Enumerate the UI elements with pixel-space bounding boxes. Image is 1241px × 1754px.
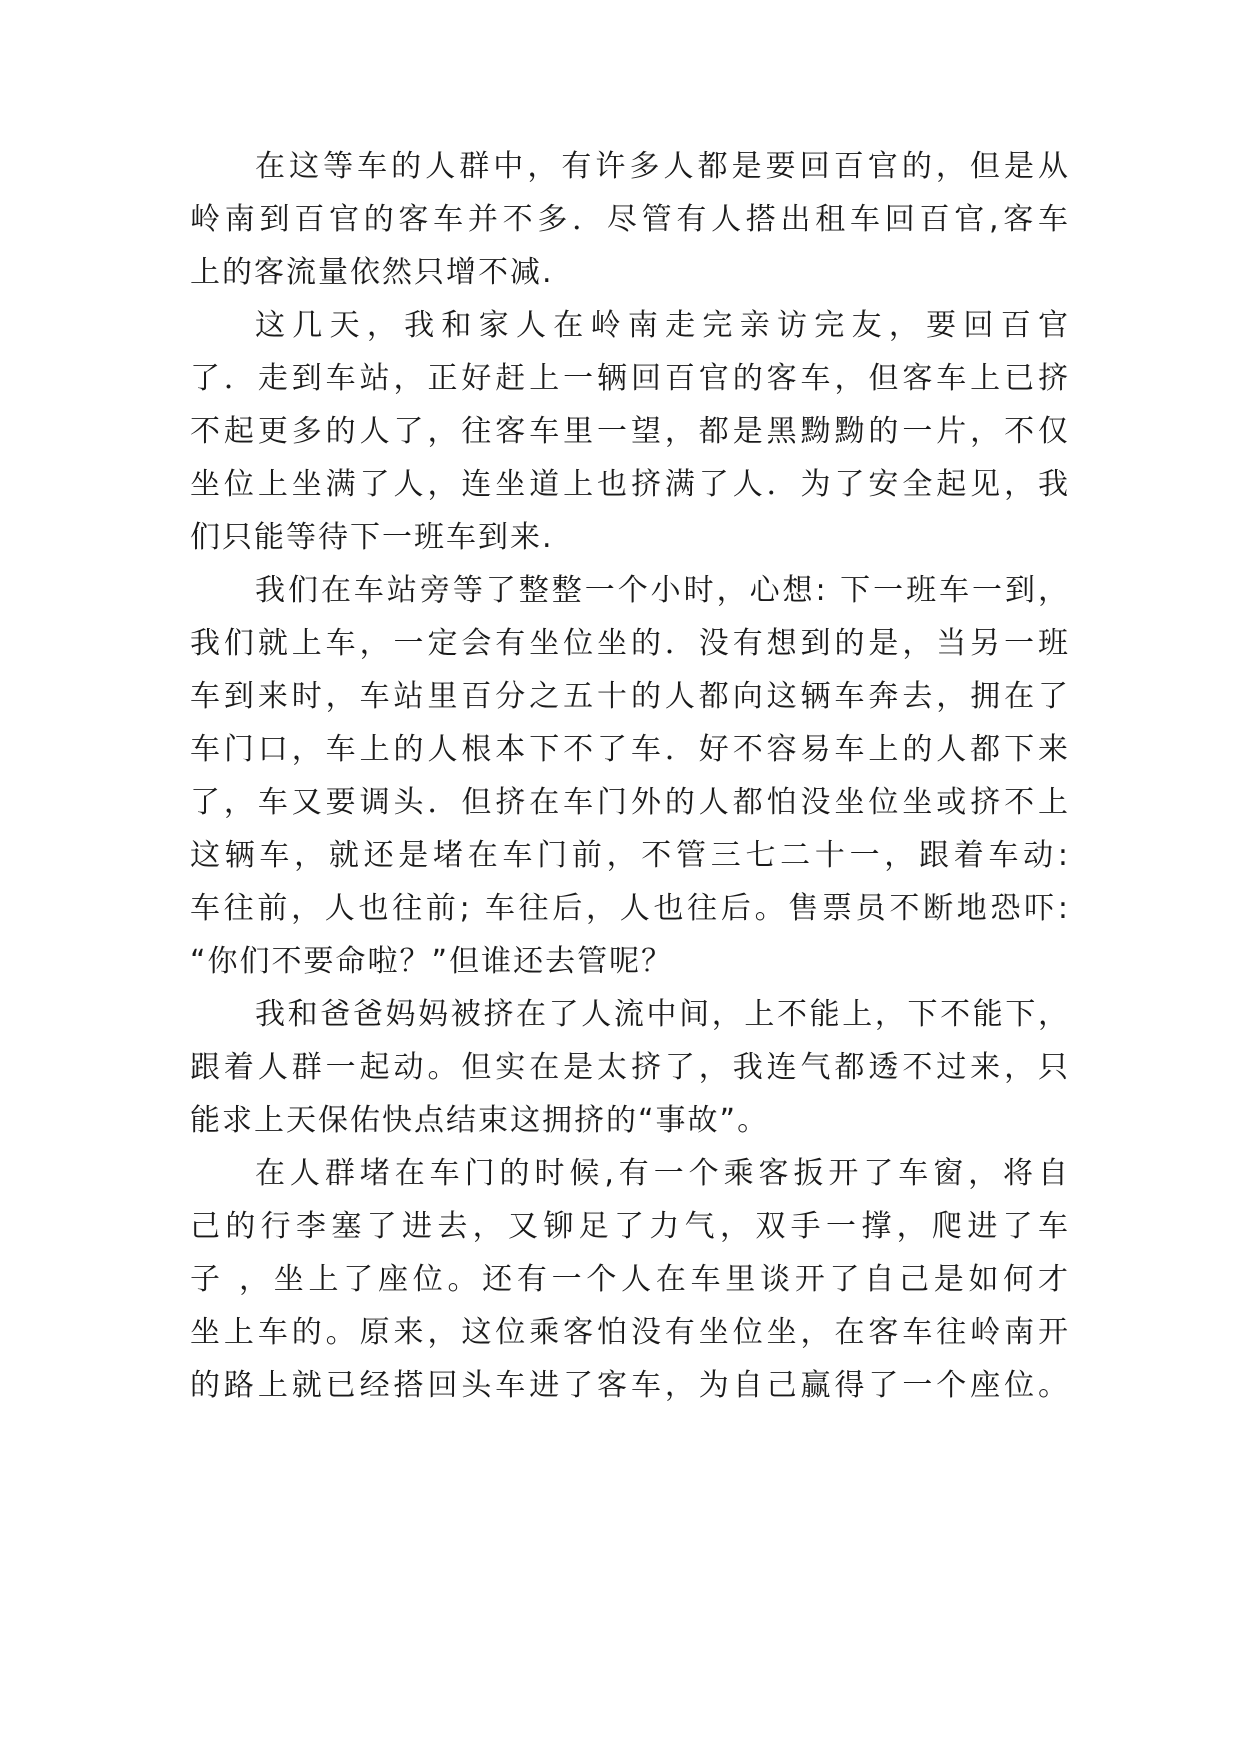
paragraph-5-line-2: 己的行李塞了进去，又铆足了力气，双手一撑，爬进了车 <box>190 1209 1070 1244</box>
paragraph-3-line-2: 我们就上车，一定会有坐位坐的．没有想到的是，当另一班 <box>190 626 1070 661</box>
paragraph-4-line-3: 能求上天保佑快点结束这拥挤的“事故”。 <box>190 1103 770 1138</box>
paragraph-3-line-4: 车门口，车上的人根本下不了车．好不容易车上的人都下来 <box>190 732 1070 767</box>
paragraph-5-line-3: 子 ，坐上了座位。还有一个人在车里谈开了自己是如何才 <box>190 1262 1070 1297</box>
paragraph-1-line-2: 岭南到百官的客车并不多．尽管有人搭出租车回百官,客车 <box>190 202 1070 237</box>
paragraph-2-line-3: 不起更多的人了，往客车里一望，都是黑黝黝的一片，不仅 <box>190 414 1070 449</box>
paragraph-5-line-1: 在人群堵在车门的时候,有一个乘客扳开了车窗，将自 <box>255 1156 1070 1191</box>
paragraph-3-line-5: 了，车又要调头．但挤在车门外的人都怕没坐位坐或挤不上 <box>190 785 1070 820</box>
paragraph-1-line-3: 上的客流量依然只增不减. <box>190 255 554 290</box>
paragraph-3-line-8: “你们不要命啦？”但谁还去管呢？ <box>190 944 674 979</box>
paragraph-2-line-1: 这几天，我和家人在岭南走完亲访完友，要回百官 <box>255 308 1070 343</box>
paragraph-2-line-4: 坐位上坐满了人，连坐道上也挤满了人．为了安全起见，我 <box>190 467 1070 502</box>
paragraph-2-line-2: 了．走到车站，正好赶上一辆回百官的客车，但客车上已挤 <box>190 361 1070 396</box>
paragraph-3-line-1: 我们在车站旁等了整整一个小时，心想: 下一班车一到， <box>255 573 1070 608</box>
paragraph-2-line-5: 们只能等待下一班车到来. <box>190 520 554 555</box>
paragraph-3-line-7: 车往前，人也往前; 车往后，人也往后。售票员不断地恐吓: <box>190 891 1070 926</box>
paragraph-4-line-1: 我和爸爸妈妈被挤在了人流中间，上不能上，下不能下， <box>255 997 1070 1032</box>
paragraph-1-line-1: 在这等车的人群中，有许多人都是要回百官的，但是从 <box>255 149 1070 184</box>
paragraph-5-line-5: 的路上就已经搭回头车进了客车，为自己赢得了一个座位。 <box>190 1368 1070 1403</box>
paragraph-4-line-2: 跟着人群一起动。但实在是太挤了，我连气都透不过来，只 <box>190 1050 1070 1085</box>
paragraph-3-line-6: 这辆车，就还是堵在车门前，不管三七二十一，跟着车动: <box>190 838 1070 873</box>
paragraph-5-line-4: 坐上车的。原来，这位乘客怕没有坐位坐，在客车往岭南开 <box>190 1315 1070 1350</box>
paragraph-3-line-3: 车到来时，车站里百分之五十的人都向这辆车奔去，拥在了 <box>190 679 1070 714</box>
